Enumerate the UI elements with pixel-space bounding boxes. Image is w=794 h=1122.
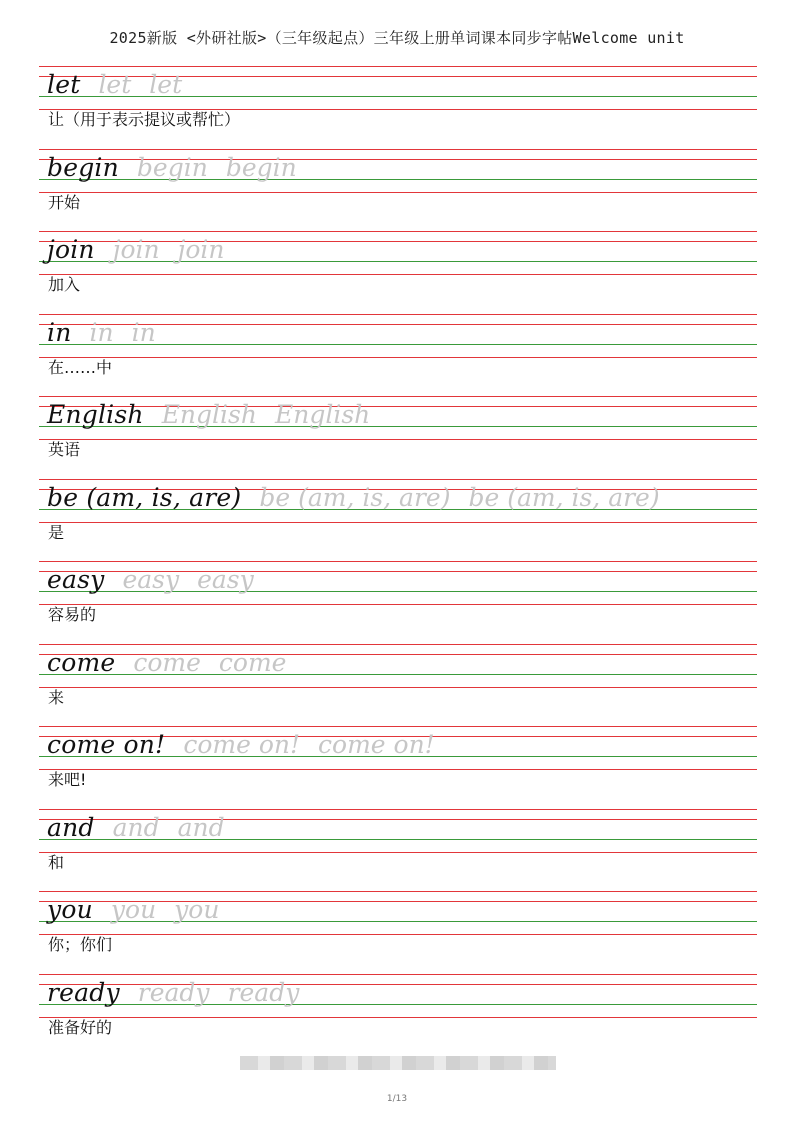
page-title: 2025新版 <外研社版>（三年级起点）三年级上册单词课本同步字帖Welcome unit [109, 29, 685, 47]
word-block-be [39, 479, 757, 562]
english-word: and [47, 812, 95, 842]
trace-word: join [177, 235, 225, 264]
word-block-come-on [39, 726, 757, 809]
word-block-let [39, 66, 757, 149]
trace-word: and [177, 812, 225, 842]
word-row [47, 316, 156, 350]
word-row [47, 398, 370, 432]
english-word: you [47, 895, 93, 924]
trace-word: begin [225, 152, 297, 182]
trace-word: be (am, is, are) [468, 482, 660, 512]
trace-word: join [112, 235, 160, 264]
trace-word: let [149, 70, 183, 99]
english-word: be (am, is, are) [47, 482, 242, 512]
word-block-you [39, 891, 757, 974]
chinese-meaning: 容易的 [48, 605, 97, 624]
chinese-meaning: 和 [48, 852, 65, 872]
english-word: ready [47, 977, 120, 1007]
word-block-ready [39, 974, 757, 1057]
chinese-meaning: 来 [48, 687, 65, 707]
word-block-join [39, 231, 757, 314]
chinese-meaning: 准备好的 [48, 1017, 113, 1037]
chinese-meaning: 英语 [48, 440, 81, 459]
chinese-meaning: 你；你们 [48, 935, 113, 954]
chinese-meaning: 开始 [48, 192, 81, 212]
english-word: begin [47, 152, 119, 182]
word-block-and [39, 809, 757, 892]
word-row [47, 233, 225, 267]
word-block-begin [39, 149, 757, 232]
word-block-easy [39, 561, 757, 644]
chinese-meaning: 加入 [48, 275, 81, 294]
chinese-meaning: 让（用于表示提议或帮忙） [48, 110, 241, 129]
trace-word: come on! [318, 730, 435, 759]
chinese-meaning: 来吧! [48, 770, 87, 789]
word-block-come [39, 644, 757, 727]
trace-word: English [161, 400, 257, 429]
english-word: come [47, 647, 116, 677]
word-block-english [39, 396, 757, 479]
english-word: English [47, 400, 144, 429]
trace-word: be (am, is, are) [259, 482, 451, 512]
trace-word: in [131, 317, 156, 347]
trace-word: ready [227, 977, 300, 1007]
word-row [47, 563, 254, 597]
word-row [47, 481, 660, 515]
trace-word: in [89, 317, 114, 347]
handwriting-worksheet [39, 66, 757, 1037]
trace-word: come on! [183, 730, 301, 759]
trace-word: come [133, 647, 201, 677]
trace-word: English [274, 400, 371, 429]
trace-word: let [98, 70, 132, 99]
trace-word: easy [197, 565, 254, 594]
english-word: let [47, 70, 81, 99]
english-word: join [47, 235, 95, 264]
word-row [47, 811, 225, 845]
word-row [47, 68, 182, 102]
page-number: 1/13 [386, 1094, 408, 1104]
chinese-meaning: 在……中 [48, 357, 113, 377]
trace-word: you [174, 895, 220, 924]
word-row [47, 151, 297, 185]
word-row [47, 646, 286, 680]
english-word: in [47, 317, 72, 347]
trace-word: come [218, 647, 287, 677]
blurred-footer-watermark [240, 1056, 556, 1070]
trace-word: and [112, 812, 160, 842]
word-row [47, 728, 435, 762]
trace-word: ready [137, 977, 210, 1007]
trace-word: easy [122, 565, 180, 594]
chinese-meaning: 是 [48, 522, 65, 542]
english-word: easy [47, 565, 105, 594]
word-block-in [39, 314, 757, 397]
word-row [47, 976, 299, 1010]
trace-word: begin [136, 152, 208, 182]
word-row [47, 893, 219, 927]
english-word: come on! [47, 730, 166, 759]
trace-word: you [110, 895, 157, 924]
